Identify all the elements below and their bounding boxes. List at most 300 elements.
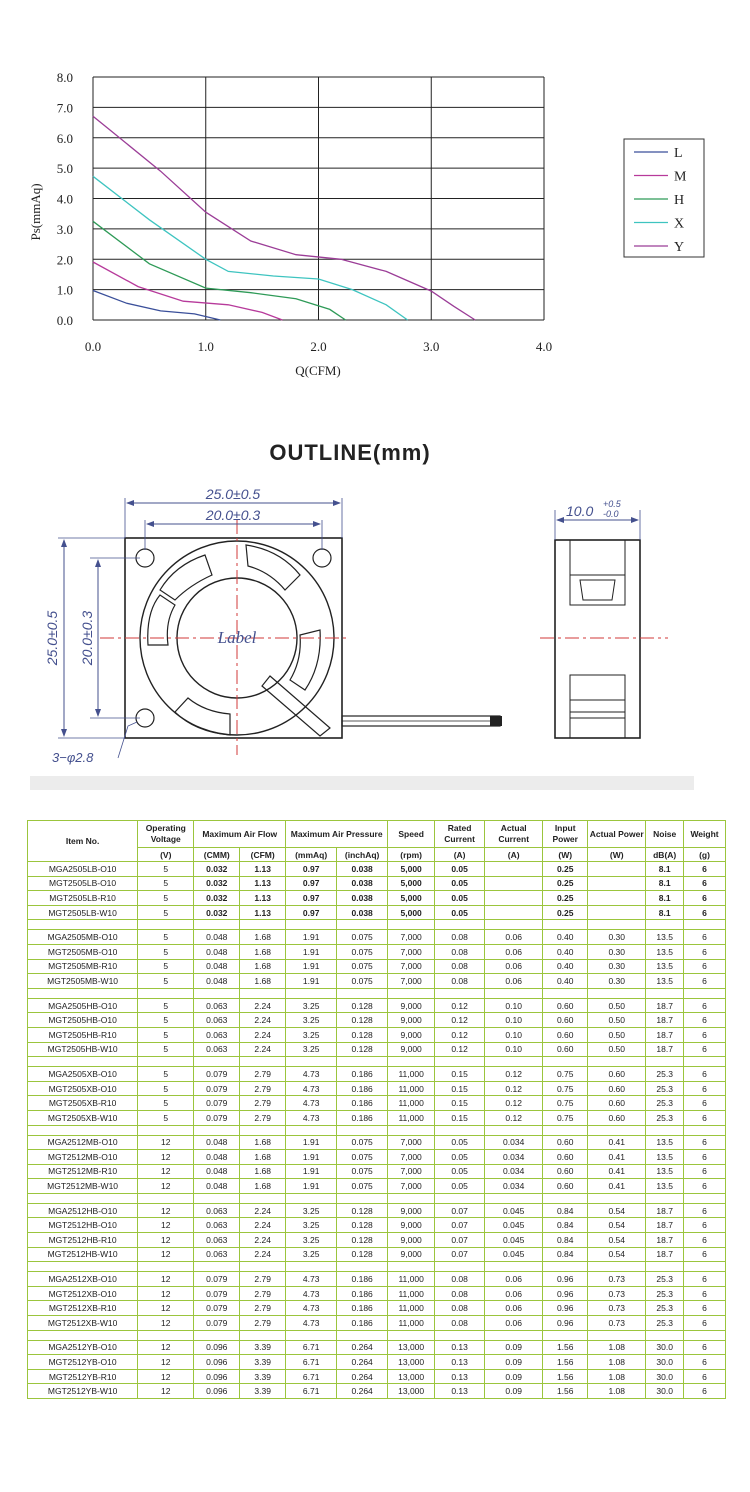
spacer-cell bbox=[337, 1330, 388, 1340]
table-cell: 9,000 bbox=[388, 1013, 435, 1028]
table-cell bbox=[588, 905, 646, 920]
y-tick-labels bbox=[57, 70, 73, 328]
table-cell: 6 bbox=[684, 1247, 726, 1262]
legend-label-h: H bbox=[674, 193, 685, 208]
spacer-cell bbox=[194, 1125, 240, 1135]
table-cell: 1.68 bbox=[240, 930, 286, 945]
table-cell: 30.0 bbox=[646, 1355, 684, 1370]
spacer-cell bbox=[485, 1193, 543, 1203]
spacer-cell bbox=[435, 1330, 485, 1340]
table-cell: 0.05 bbox=[435, 1179, 485, 1194]
table-cell: 12 bbox=[138, 1150, 194, 1165]
table-cell: 5 bbox=[138, 1110, 194, 1125]
table-cell: 5,000 bbox=[388, 891, 435, 906]
table-cell: 12 bbox=[138, 1355, 194, 1370]
table-cell: 0.97 bbox=[286, 891, 337, 906]
table-cell: 6 bbox=[684, 1135, 726, 1150]
table-cell: 0.08 bbox=[435, 930, 485, 945]
table-cell: 0.264 bbox=[337, 1384, 388, 1399]
spacer-cell bbox=[684, 1057, 726, 1067]
table-cell bbox=[588, 891, 646, 906]
table-cell: 0.84 bbox=[543, 1233, 588, 1248]
table-cell: 0.50 bbox=[588, 1013, 646, 1028]
table-cell: 0.12 bbox=[435, 998, 485, 1013]
table-cell: 0.09 bbox=[485, 1384, 543, 1399]
table-cell: 1.08 bbox=[588, 1369, 646, 1384]
table-cell: 0.60 bbox=[543, 1013, 588, 1028]
table-cell: 2.24 bbox=[240, 1027, 286, 1042]
item-number-cell: MGA2512MB-O10 bbox=[28, 1135, 138, 1150]
table-row bbox=[28, 974, 726, 989]
table-cell: 2.79 bbox=[240, 1067, 286, 1082]
table-cell: 6 bbox=[684, 1286, 726, 1301]
table-cell: 0.048 bbox=[194, 974, 240, 989]
table-cell: 0.30 bbox=[588, 959, 646, 974]
table-cell: 0.75 bbox=[543, 1067, 588, 1082]
table-cell: 0.41 bbox=[588, 1150, 646, 1165]
table-cell: 0.41 bbox=[588, 1135, 646, 1150]
spacer-cell bbox=[435, 988, 485, 998]
table-cell: 5 bbox=[138, 944, 194, 959]
table-row bbox=[28, 876, 726, 891]
table-cell: 12 bbox=[138, 1340, 194, 1355]
fan-blade bbox=[246, 545, 300, 590]
item-number-cell: MGT2512YB-W10 bbox=[28, 1384, 138, 1399]
table-cell: 0.05 bbox=[435, 905, 485, 920]
table-cell: 0.06 bbox=[485, 930, 543, 945]
table-cell: 4.73 bbox=[286, 1081, 337, 1096]
table-cell: 0.54 bbox=[588, 1247, 646, 1262]
spacer-cell bbox=[138, 988, 194, 998]
table-cell: 0.97 bbox=[286, 876, 337, 891]
table-cell: 6 bbox=[684, 862, 726, 877]
table-cell: 1.91 bbox=[286, 930, 337, 945]
table-row bbox=[28, 1042, 726, 1057]
table-cell: 13,000 bbox=[388, 1340, 435, 1355]
table-cell: 6 bbox=[684, 1233, 726, 1248]
item-number-cell: MGA2512XB-O10 bbox=[28, 1272, 138, 1287]
table-cell: 2.24 bbox=[240, 1218, 286, 1233]
header-weight: Weight bbox=[684, 821, 726, 848]
header-actual-current: Actual Current bbox=[485, 821, 543, 848]
spacer-cell bbox=[646, 1262, 684, 1272]
table-cell: 1.68 bbox=[240, 1150, 286, 1165]
table-cell: 3.25 bbox=[286, 1203, 337, 1218]
table-cell: 0.10 bbox=[485, 1042, 543, 1057]
table-cell: 0.079 bbox=[194, 1301, 240, 1316]
table-cell: 0.075 bbox=[337, 1135, 388, 1150]
table-cell: 0.54 bbox=[588, 1233, 646, 1248]
spacer-cell bbox=[286, 1057, 337, 1067]
table-cell: 6 bbox=[684, 1164, 726, 1179]
spacer-cell bbox=[646, 1330, 684, 1340]
table-cell: 5,000 bbox=[388, 876, 435, 891]
header-speed: Speed bbox=[388, 821, 435, 848]
table-cell: 5 bbox=[138, 905, 194, 920]
table-cell: 0.06 bbox=[485, 1316, 543, 1331]
table-cell: 3.25 bbox=[286, 1042, 337, 1057]
table-cell: 0.079 bbox=[194, 1316, 240, 1331]
table-cell: 0.08 bbox=[435, 959, 485, 974]
spacer-cell bbox=[194, 920, 240, 930]
spacer-cell bbox=[684, 1193, 726, 1203]
table-row bbox=[28, 862, 726, 877]
spacer-cell bbox=[646, 1125, 684, 1135]
table-cell: 4.73 bbox=[286, 1301, 337, 1316]
table-cell: 1.68 bbox=[240, 1164, 286, 1179]
table-cell: 6 bbox=[684, 891, 726, 906]
table-cell: 0.05 bbox=[435, 1164, 485, 1179]
spacer-cell bbox=[388, 1330, 435, 1340]
spacer-cell bbox=[28, 1193, 138, 1203]
table-cell: 0.30 bbox=[588, 930, 646, 945]
y-tick-label: 6.0 bbox=[56, 130, 73, 146]
spacer-cell bbox=[485, 1125, 543, 1135]
x-tick-label: 3.0 bbox=[423, 339, 440, 354]
y-tick-label: 7.0 bbox=[56, 100, 73, 116]
table-cell: 9,000 bbox=[388, 1233, 435, 1248]
table-cell: 0.063 bbox=[194, 1247, 240, 1262]
spacer-cell bbox=[28, 1057, 138, 1067]
table-cell: 1.56 bbox=[543, 1355, 588, 1370]
pq-chart bbox=[0, 0, 750, 400]
y-tick-label: 8.0 bbox=[56, 70, 73, 85]
spacer-cell bbox=[646, 920, 684, 930]
table-cell: 4.73 bbox=[286, 1067, 337, 1082]
table-cell: 1.91 bbox=[286, 974, 337, 989]
table-row bbox=[28, 959, 726, 974]
table-row bbox=[28, 1067, 726, 1082]
item-number-cell: MGT2512MB-O10 bbox=[28, 1150, 138, 1165]
unit-cell: (CMM) bbox=[194, 848, 240, 862]
table-cell: 0.30 bbox=[588, 944, 646, 959]
table-cell: 12 bbox=[138, 1203, 194, 1218]
table-cell: 2.79 bbox=[240, 1286, 286, 1301]
side-latch-bottom bbox=[570, 675, 625, 700]
table-cell: 0.12 bbox=[435, 1042, 485, 1057]
spacer-cell bbox=[435, 920, 485, 930]
spacer-cell bbox=[194, 1193, 240, 1203]
item-number-cell: MGT2505XB-R10 bbox=[28, 1096, 138, 1111]
spacer-cell bbox=[194, 1057, 240, 1067]
table-cell: 0.045 bbox=[485, 1233, 543, 1248]
table-cell: 0.08 bbox=[435, 1286, 485, 1301]
table-cell: 0.264 bbox=[337, 1355, 388, 1370]
table-cell: 12 bbox=[138, 1135, 194, 1150]
spacer-cell bbox=[388, 920, 435, 930]
table-cell: 0.075 bbox=[337, 974, 388, 989]
item-number-cell: MGT2505XB-O10 bbox=[28, 1081, 138, 1096]
spacer-cell bbox=[28, 1125, 138, 1135]
spacer-cell bbox=[286, 1125, 337, 1135]
table-cell: 4.73 bbox=[286, 1272, 337, 1287]
spacer-cell bbox=[28, 1262, 138, 1272]
table-cell: 0.063 bbox=[194, 1203, 240, 1218]
table-cell: 8.1 bbox=[646, 862, 684, 877]
table-cell: 0.07 bbox=[435, 1218, 485, 1233]
group-spacer bbox=[28, 1125, 726, 1135]
table-cell: 1.68 bbox=[240, 1135, 286, 1150]
spacer-cell bbox=[286, 1262, 337, 1272]
table-cell: 6 bbox=[684, 1081, 726, 1096]
table-cell: 4.73 bbox=[286, 1316, 337, 1331]
table-row bbox=[28, 1096, 726, 1111]
header-item: Item No. bbox=[28, 821, 138, 862]
table-cell: 6 bbox=[684, 974, 726, 989]
table-cell: 0.07 bbox=[435, 1233, 485, 1248]
table-cell bbox=[485, 862, 543, 877]
spacer-cell bbox=[28, 1330, 138, 1340]
table-cell: 7,000 bbox=[388, 1135, 435, 1150]
table-cell: 0.09 bbox=[485, 1369, 543, 1384]
table-cell: 0.60 bbox=[588, 1110, 646, 1125]
table-cell: 25.3 bbox=[646, 1067, 684, 1082]
table-cell: 6 bbox=[684, 1179, 726, 1194]
table-cell: 0.186 bbox=[337, 1096, 388, 1111]
table-cell: 0.60 bbox=[588, 1096, 646, 1111]
table-cell: 9,000 bbox=[388, 998, 435, 1013]
table-cell: 0.12 bbox=[485, 1067, 543, 1082]
table-cell bbox=[588, 862, 646, 877]
y-tick-label: 1.0 bbox=[56, 282, 73, 298]
table-cell: 3.25 bbox=[286, 1218, 337, 1233]
item-number-cell: MGT2512YB-O10 bbox=[28, 1355, 138, 1370]
table-row bbox=[28, 1233, 726, 1248]
table-cell: 0.54 bbox=[588, 1218, 646, 1233]
table-cell: 0.60 bbox=[543, 1164, 588, 1179]
table-row bbox=[28, 1286, 726, 1301]
table-cell: 0.079 bbox=[194, 1096, 240, 1111]
group-spacer bbox=[28, 1330, 726, 1340]
table-cell: 0.034 bbox=[485, 1179, 543, 1194]
table-cell: 0.186 bbox=[337, 1272, 388, 1287]
item-number-cell: MGT2505LB-W10 bbox=[28, 905, 138, 920]
header-input-power: Input Power bbox=[543, 821, 588, 848]
section-divider bbox=[30, 776, 694, 790]
spacer-cell bbox=[646, 1057, 684, 1067]
table-cell: 0.079 bbox=[194, 1067, 240, 1082]
legend-label-l: L bbox=[674, 146, 683, 161]
table-cell: 8.1 bbox=[646, 876, 684, 891]
table-cell: 0.128 bbox=[337, 1027, 388, 1042]
table-cell: 1.13 bbox=[240, 891, 286, 906]
table-cell: 1.08 bbox=[588, 1340, 646, 1355]
side-frame bbox=[555, 540, 640, 738]
table-cell: 1.91 bbox=[286, 1179, 337, 1194]
table-cell: 25.3 bbox=[646, 1316, 684, 1331]
table-cell: 0.038 bbox=[337, 891, 388, 906]
table-cell: 0.032 bbox=[194, 905, 240, 920]
table-cell: 0.73 bbox=[588, 1316, 646, 1331]
table-row bbox=[28, 1218, 726, 1233]
table-row bbox=[28, 905, 726, 920]
table-cell: 0.10 bbox=[485, 998, 543, 1013]
table-cell: 0.096 bbox=[194, 1384, 240, 1399]
table-cell: 0.54 bbox=[588, 1203, 646, 1218]
table-cell: 0.12 bbox=[485, 1096, 543, 1111]
table-cell: 3.25 bbox=[286, 1247, 337, 1262]
outline-drawing bbox=[0, 470, 750, 770]
unit-cell: (inchAq) bbox=[337, 848, 388, 862]
table-cell: 18.7 bbox=[646, 1247, 684, 1262]
header-voltage: Operating Voltage bbox=[138, 821, 194, 848]
header-noise: Noise bbox=[646, 821, 684, 848]
table-cell: 9,000 bbox=[388, 1203, 435, 1218]
table-cell: 1.13 bbox=[240, 905, 286, 920]
spacer-cell bbox=[684, 1125, 726, 1135]
legend-label-m: M bbox=[674, 169, 687, 185]
table-cell: 12 bbox=[138, 1286, 194, 1301]
spacer-cell bbox=[337, 920, 388, 930]
table-cell: 5,000 bbox=[388, 905, 435, 920]
table-cell: 0.97 bbox=[286, 862, 337, 877]
spacer-cell bbox=[337, 1125, 388, 1135]
series-line-l bbox=[93, 291, 220, 321]
spacer-cell bbox=[388, 1125, 435, 1135]
unit-cell: (A) bbox=[485, 848, 543, 862]
table-cell: 6 bbox=[684, 1203, 726, 1218]
spacer-cell bbox=[543, 988, 588, 998]
fan-side-view bbox=[540, 499, 668, 738]
spacer-cell bbox=[388, 1193, 435, 1203]
table-cell: 6 bbox=[684, 1042, 726, 1057]
y-axis-label: Ps(mmAq) bbox=[28, 183, 43, 241]
fan-mount-hole bbox=[313, 549, 331, 567]
table-cell: 0.032 bbox=[194, 891, 240, 906]
fan-front-view bbox=[100, 520, 502, 755]
table-cell: 13.5 bbox=[646, 930, 684, 945]
x-tick-labels bbox=[85, 339, 552, 354]
spacer-cell bbox=[28, 988, 138, 998]
table-cell: 0.60 bbox=[588, 1067, 646, 1082]
table-cell: 0.045 bbox=[485, 1247, 543, 1262]
table-cell: 0.07 bbox=[435, 1247, 485, 1262]
table-cell: 6 bbox=[684, 1027, 726, 1042]
table-cell: 0.048 bbox=[194, 944, 240, 959]
table-row bbox=[28, 1013, 726, 1028]
table-cell: 0.128 bbox=[337, 1218, 388, 1233]
table-cell: 3.25 bbox=[286, 1013, 337, 1028]
table-cell: 0.60 bbox=[543, 1027, 588, 1042]
item-number-cell: MGT2505LB-R10 bbox=[28, 891, 138, 906]
y-tick-label: 2.0 bbox=[56, 252, 73, 268]
table-cell: 0.12 bbox=[485, 1081, 543, 1096]
front-dimensions bbox=[44, 486, 342, 765]
item-number-cell: MGT2505HB-O10 bbox=[28, 1013, 138, 1028]
table-cell: 6 bbox=[684, 1013, 726, 1028]
item-number-cell: MGT2505XB-W10 bbox=[28, 1110, 138, 1125]
table-cell: 6 bbox=[684, 876, 726, 891]
table-cell: 6 bbox=[684, 1272, 726, 1287]
table-cell: 6 bbox=[684, 1067, 726, 1082]
group-spacer bbox=[28, 1057, 726, 1067]
table-cell: 2.79 bbox=[240, 1096, 286, 1111]
header-pressure: Maximum Air Pressure bbox=[286, 821, 388, 848]
table-cell: 0.84 bbox=[543, 1247, 588, 1262]
unit-cell: (V) bbox=[138, 848, 194, 862]
table-cell: 0.07 bbox=[435, 1203, 485, 1218]
table-cell: 0.186 bbox=[337, 1067, 388, 1082]
unit-cell: (W) bbox=[543, 848, 588, 862]
table-cell: 6 bbox=[684, 1355, 726, 1370]
table-cell: 2.79 bbox=[240, 1081, 286, 1096]
table-cell: 0.05 bbox=[435, 891, 485, 906]
table-cell: 11,000 bbox=[388, 1110, 435, 1125]
table-cell: 0.25 bbox=[543, 905, 588, 920]
table-cell: 0.034 bbox=[485, 1135, 543, 1150]
item-number-cell: MGA2505MB-O10 bbox=[28, 930, 138, 945]
table-cell: 0.10 bbox=[485, 1013, 543, 1028]
spacer-cell bbox=[684, 988, 726, 998]
table-cell: 0.73 bbox=[588, 1286, 646, 1301]
spacer-cell bbox=[286, 1193, 337, 1203]
table-cell: 0.128 bbox=[337, 1233, 388, 1248]
spacer-cell bbox=[337, 1262, 388, 1272]
header-actual-power: Actual Power bbox=[588, 821, 646, 848]
table-cell: 0.186 bbox=[337, 1110, 388, 1125]
table-header-row bbox=[28, 821, 726, 848]
table-row bbox=[28, 998, 726, 1013]
table-cell: 0.128 bbox=[337, 1247, 388, 1262]
table-cell: 0.06 bbox=[485, 1272, 543, 1287]
table-cell: 5 bbox=[138, 1067, 194, 1082]
table-cell: 0.06 bbox=[485, 1301, 543, 1316]
table-cell: 18.7 bbox=[646, 1218, 684, 1233]
table-cell: 12 bbox=[138, 1218, 194, 1233]
table-cell: 5 bbox=[138, 998, 194, 1013]
table-cell: 2.79 bbox=[240, 1272, 286, 1287]
spacer-cell bbox=[646, 988, 684, 998]
fan-blade bbox=[160, 555, 212, 600]
table-cell: 7,000 bbox=[388, 944, 435, 959]
table-cell: 0.048 bbox=[194, 1164, 240, 1179]
table-cell: 2.24 bbox=[240, 998, 286, 1013]
spacer-cell bbox=[138, 920, 194, 930]
item-number-cell: MGT2512XB-O10 bbox=[28, 1286, 138, 1301]
spacer-cell bbox=[388, 988, 435, 998]
table-row bbox=[28, 1203, 726, 1218]
table-cell: 0.10 bbox=[485, 1027, 543, 1042]
table-cell: 0.048 bbox=[194, 959, 240, 974]
table-cell: 1.91 bbox=[286, 1164, 337, 1179]
table-cell: 12 bbox=[138, 1179, 194, 1194]
table-cell: 30.0 bbox=[646, 1384, 684, 1399]
table-cell: 25.3 bbox=[646, 1096, 684, 1111]
table-cell: 6 bbox=[684, 1384, 726, 1399]
spacer-cell bbox=[240, 1330, 286, 1340]
chart-legend bbox=[624, 139, 704, 257]
y-tick-label: 4.0 bbox=[56, 191, 73, 207]
table-cell: 9,000 bbox=[388, 1027, 435, 1042]
table-cell: 0.12 bbox=[435, 1027, 485, 1042]
table-cell: 12 bbox=[138, 1316, 194, 1331]
table-cell: 13.5 bbox=[646, 1179, 684, 1194]
table-cell: 12 bbox=[138, 1384, 194, 1399]
table-cell: 5,000 bbox=[388, 862, 435, 877]
fan-label-text: Label bbox=[217, 628, 257, 647]
item-number-cell: MGA2505LB-O10 bbox=[28, 862, 138, 877]
table-cell: 0.048 bbox=[194, 1135, 240, 1150]
hole-label: 3−φ2.8 bbox=[52, 750, 94, 765]
spacer-cell bbox=[588, 1262, 646, 1272]
table-cell: 6 bbox=[684, 944, 726, 959]
table-cell: 7,000 bbox=[388, 974, 435, 989]
table-cell: 6.71 bbox=[286, 1355, 337, 1370]
table-cell: 18.7 bbox=[646, 1027, 684, 1042]
dim-inner-height: 20.0±0.3 bbox=[79, 610, 95, 666]
table-cell: 0.08 bbox=[435, 974, 485, 989]
item-number-cell: MGT2512YB-R10 bbox=[28, 1369, 138, 1384]
